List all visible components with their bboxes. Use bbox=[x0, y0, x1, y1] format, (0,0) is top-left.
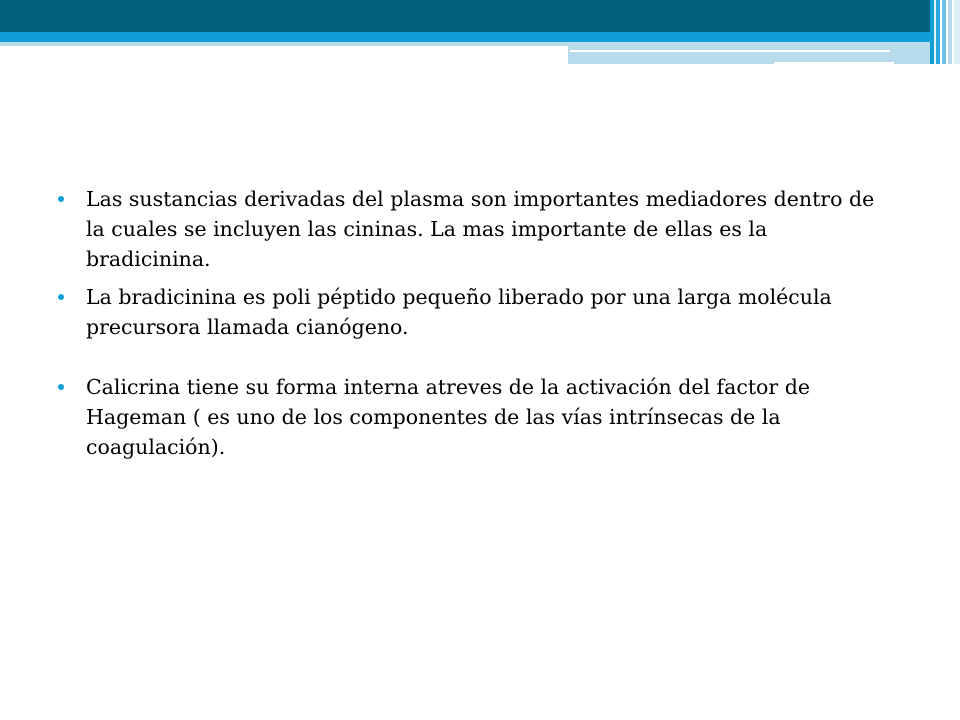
slide-content bbox=[58, 184, 888, 470]
bullet-item-1 bbox=[58, 184, 888, 274]
bullet-text: Calicrina tiene su forma interna atreves de la activación del factor de Hageman ( es uno de los componentes de las vías intrínsecas de la coagulación). bbox=[86, 375, 810, 459]
header-band-dark bbox=[0, 0, 960, 32]
bullet-item-3 bbox=[58, 372, 888, 462]
bullet-dot-icon bbox=[58, 196, 64, 202]
bullet-item-2 bbox=[58, 282, 888, 342]
header-band-pale bbox=[0, 42, 570, 46]
header-tab-line-short bbox=[774, 62, 894, 64]
bullet-dot-icon bbox=[58, 384, 64, 390]
header-tab bbox=[568, 42, 936, 64]
bullet-dot-icon bbox=[58, 294, 64, 300]
header-edge-stripes bbox=[930, 0, 960, 64]
header-band-light bbox=[0, 32, 960, 42]
bullet-list bbox=[58, 184, 888, 462]
bullet-text: La bradicinina es poli péptido pequeño liberado por una larga molécula precursora llamada cianógeno. bbox=[86, 285, 832, 339]
bullet-text: Las sustancias derivadas del plasma son importantes mediadores dentro de la cuales se incluyen las cininas. La mas importante de ellas es la bradicinina. bbox=[86, 187, 875, 271]
header-tab-line bbox=[570, 50, 890, 52]
